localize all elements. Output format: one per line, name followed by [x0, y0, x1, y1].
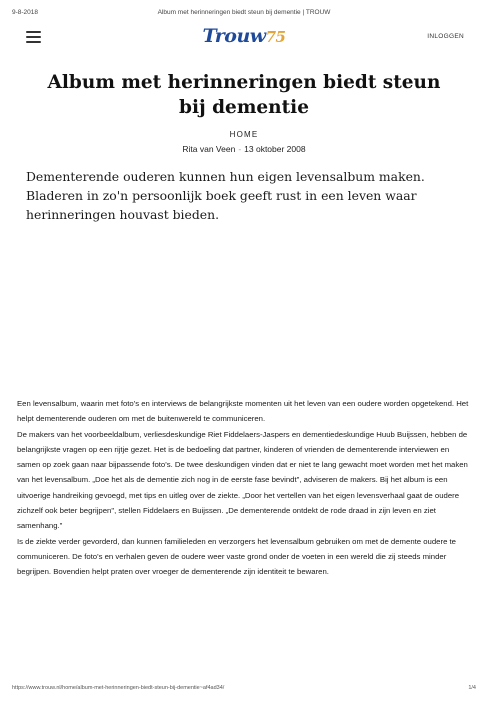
publish-date: 13 oktober 2008 — [244, 144, 306, 154]
print-header — [12, 9, 476, 21]
body-paragraph: Een levensalbum, waarin met foto's en interviews de belangrijkste momenten uit het leven van een oudere worden opgetekend. Het helpt dementerende ouderen om met de buitenwereld te communiceren. — [17, 399, 469, 424]
author-name: Rita van Veen — [182, 144, 236, 154]
print-date: 9-8-2018 — [12, 9, 39, 16]
site-header — [0, 24, 488, 52]
page-number: 1/4 — [468, 685, 476, 691]
article-lead: Dementerende ouderen kunnen hun eigen levensalbum maken. Bladeren in zo'n persoonlijk boek geeft rust in een leven waar herinneringen houvast bieden. — [26, 169, 425, 222]
byline — [0, 144, 488, 154]
logo-text: Trouw — [202, 25, 266, 47]
byline-separator: - — [238, 144, 242, 154]
print-page-title: Album met herinneringen biedt steun bij dementie | TROUW — [157, 9, 331, 16]
trouw-logo[interactable] — [0, 25, 488, 47]
print-url: https://www.trouw.nl/home/album-met-herinneringen-biedt-steun-bij-dementie~af4ad34/ — [12, 685, 225, 691]
body-paragraph: Is de ziekte verder gevorderd, dan kunnen familieleden en verzorgers het levensalbum gebruiken om met de demente oudere te communiceren. De foto's en verhalen geven de oudere weer vaste grond onder de voeten in een wereld die zij steeds minder begrijpen. Bovendien helpt praten over vroeger de dementerende zijn identiteit te bewaren. — [17, 536, 456, 577]
body-paragraph: De makers van het voorbeeldalbum, verliesdeskundige Riet Fiddelaers-Jaspers en dementiedeskundige Huub Buijssen, hebben de belangrijkste vragen op een rijtje gezet. Het is de bedoeling dat partner, kinderen of vrienden de dementerende interviewen en samen op zoek gaan naar bijpassende foto's. De twee deskundigen vinden dat er niet te lang gewacht moet worden met het maken van het levensalbum. „Doe het als de dementie zich nog in de eerste fase bevindt", adviseren de makers. Bij het album is een uitvoerige handreiking gevoegd, met tips en uitleg over de ziekte. „Door het vertellen van het eigen levensverhaal gaat de oudere zichzelf ook beter begrijpen", stellen Fiddelaers en Buijssen. „De dementerende ontdekt de rode draad in zijn leven en ziet samenhang." — [17, 429, 468, 531]
article-body — [17, 396, 472, 580]
logo-anniversary-number: 75 — [265, 28, 286, 46]
print-footer — [12, 685, 476, 695]
article-title: Album met herinneringen biedt steun bij dementie — [47, 72, 441, 118]
login-link[interactable]: INLOGGEN — [427, 33, 464, 40]
section-label[interactable]: HOME — [229, 130, 259, 139]
